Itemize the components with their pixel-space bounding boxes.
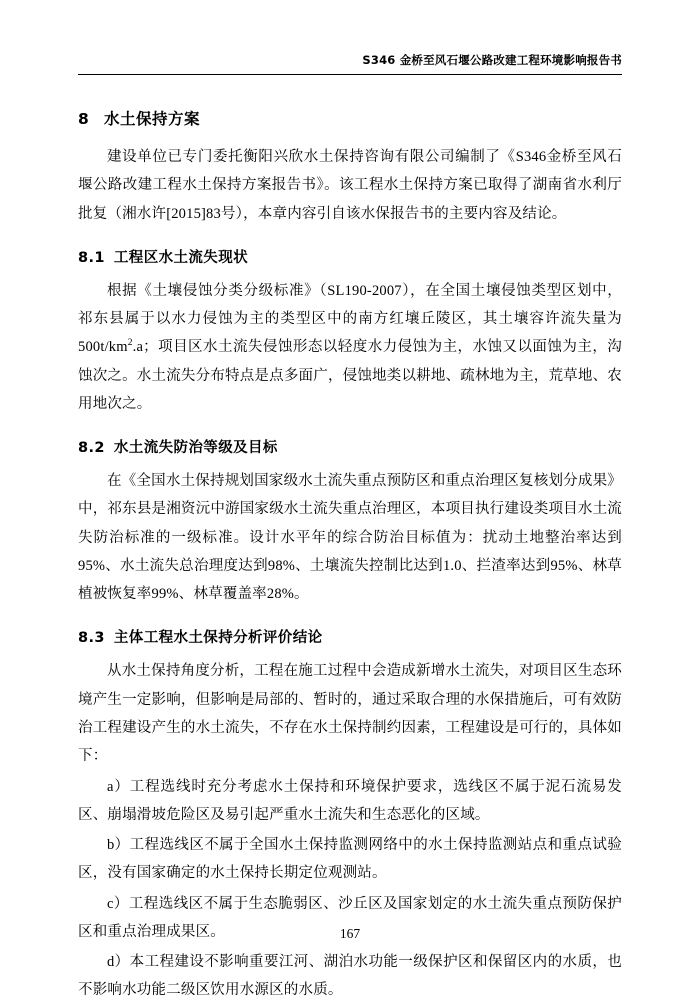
header-divider xyxy=(78,74,622,75)
subsection-number-8-3: 8.3 xyxy=(78,630,105,647)
subsection-heading-8-1 xyxy=(78,246,622,267)
paragraph-8-3-item-d: d）本工程建设不影响重要江河、湖泊水功能一级保护区和保留区内的水质，也不影响水功能二级区饮用水源区的水质。 xyxy=(78,954,622,999)
subsection-title-8-1: 工程区水土流失现状 xyxy=(113,249,248,266)
paragraph-8-2-1: 在《全国水土保持规划国家级水土流失重点预防区和重点治理区复核划分成果》中，祁东县是湘资沅中游国家级水土流失重点治理区，本项目执行建设类项目水土流失防治标准的一级标准。设计水平年的综合防治目标值为：扰动土地整治率达到95%、水土流失总治理度达到98%、土壤流失控制比达到1.0、拦渣率达到95%、林草植被恢复率99%、林草覆盖率28%。 xyxy=(78,473,622,603)
paragraph-8-3-item-c: c）工程选线区不属于生态脆弱区、沙丘区及国家划定的水土流失重点预防保护区和重点治理成果区。 xyxy=(78,895,622,940)
section-number: 8 xyxy=(78,110,90,128)
subsection-title-8-3: 主体工程水土保持分析评价结论 xyxy=(113,630,323,647)
page-number: 167 xyxy=(339,926,361,941)
paragraph-8-1-1: 根据《土壤侵蚀分类分级标准》（SL190-2007），在全国土壤侵蚀类型区划中，祁东县属于以水力侵蚀为主的类型区中的南方红壤丘陵区，其土壤容许流失量为$500t/km^2.a$；项目区水土流失侵蚀形态以轻度水力侵蚀为主，水蚀又以面蚀为主，沟蚀次之。水土流失分布特点是点多面广，侵蚀地类以耕地、疏林地为主，荒草地、农用地次之。 xyxy=(78,282,622,412)
paragraph-8-3-item-a: a）工程选线时充分考虑水土保持和环境保护要求，选线区不属于泥石流易发区、崩塌滑坡危险区及易引起严重水土流失和生态恶化的区域。 xyxy=(78,778,622,823)
subsection-title-8-2: 水土流失防治等级及目标 xyxy=(113,440,278,457)
page-header xyxy=(78,52,622,74)
paragraph-8-3-1: 从水土保持角度分析，工程在施工过程中会造成新增水土流失，对项目区生态环境产生一定影响，但影响是局部的、暂时的，通过采取合理的水保措施后，可有效防治工程建设产生的水土流失，不存在水土保持制约因素，工程建设是可行的，具体如下： xyxy=(78,663,622,765)
subsection-number-8-2: 8.2 xyxy=(78,440,105,457)
subsection-heading-8-3 xyxy=(78,626,622,647)
running-title: S346 金桥至风石堰公路改建工程环境影响报告书 xyxy=(362,53,622,67)
subsection-number-8-1: 8.1 xyxy=(78,249,105,266)
subsection-heading-8-2 xyxy=(78,436,622,457)
section-heading xyxy=(78,107,622,129)
paragraph-8-3-item-b: b）工程选线区不属于全国水土保持监测网络中的水土保持监测站点和重点试验区，没有国家确定的水土保持长期定位观测站。 xyxy=(78,837,622,882)
section-title: 水土保持方案 xyxy=(104,110,201,128)
section-intro-paragraph: 建设单位已专门委托衡阳兴欣水土保持咨询有限公司编制了《S346金桥至风石堰公路改建工程水土保持方案报告书》。该工程水土保持方案已取得了湖南省水利厅批复（湘水许[2015]83号），本章内容引自该水保报告书的主要内容及结论。 xyxy=(78,149,622,222)
